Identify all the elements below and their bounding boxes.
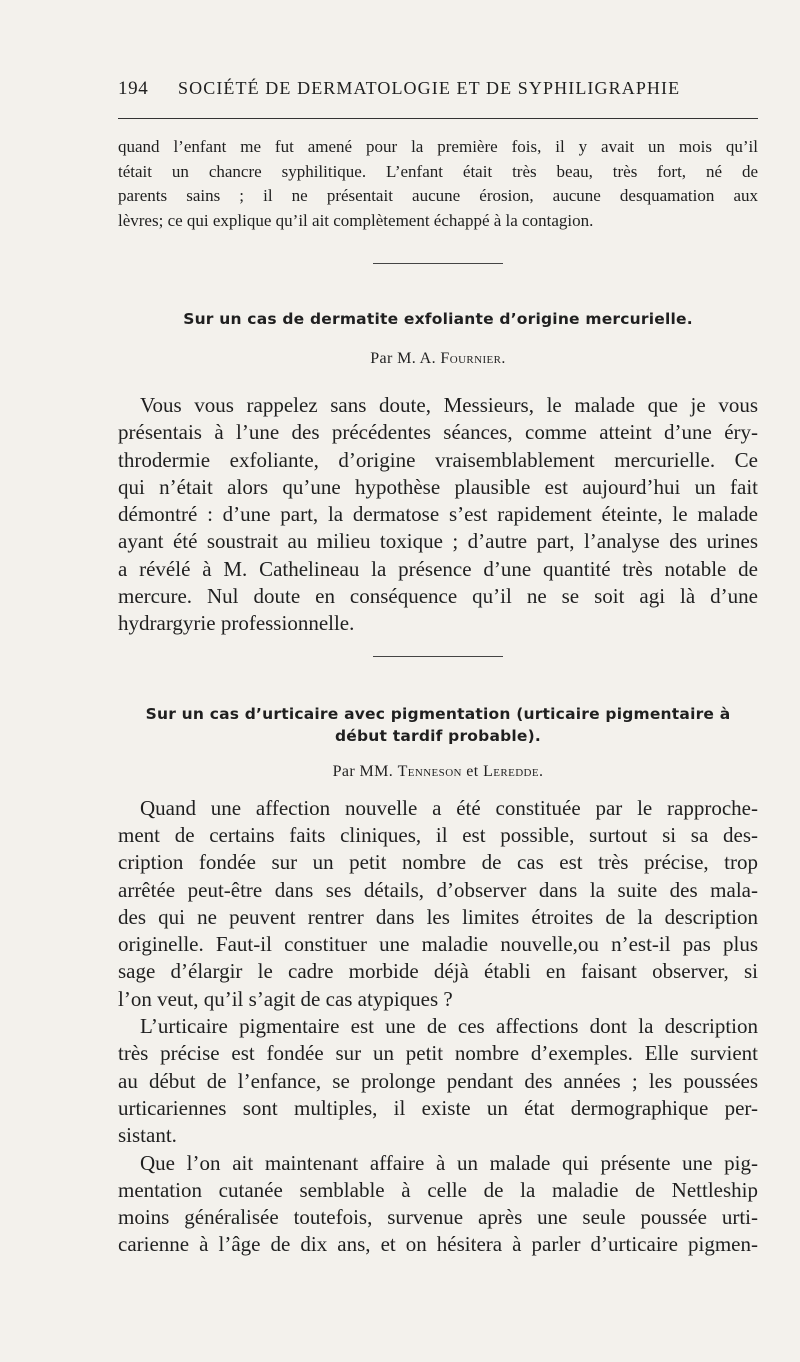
text-line: démontré : d’une part, la dermatose s’est rapidement éteinte, le malade (118, 502, 758, 527)
text-line: présentais à l’une des précédentes séances, comme atteint d’une éry- (118, 420, 758, 445)
text-line: ayant été soustrait au milieu toxique ; d’autre part, l’analyse des urines (118, 529, 758, 554)
byline-author: Fournier. (440, 350, 506, 367)
section-divider (373, 656, 503, 657)
text-line: très précise est fondée sur un petit nombre d’exemples. Elle survient (118, 1041, 758, 1066)
text-line: moins généralisée toutefois, survenue après une seule poussée urti- (118, 1205, 758, 1230)
text-line: hydrargyrie professionnelle. (118, 611, 355, 636)
byline-prefix: Par MM. (332, 762, 394, 780)
title-line: début tardif probable). (334, 726, 542, 745)
text-line: parents sains ; il ne présentait aucune érosion, aucune desquamation aux (118, 186, 758, 205)
document-page (118, 78, 758, 1259)
text-line: a révélé à M. Cathelineau la présence d’une quantité très notable de (118, 556, 758, 581)
article1-byline (118, 350, 758, 368)
text-line: au début de l’enfance, se prolonge pendant des années ; les poussées (118, 1068, 758, 1093)
article2-paragraph-2 (118, 1013, 758, 1149)
text-line: carienne à l’âge de dix ans, et on hésitera à parler d’urticaire pigmen- (118, 1232, 758, 1257)
article1-paragraph (118, 392, 758, 638)
text-line: L’urticaire pigmentaire est une de ces affections dont la description (140, 1014, 758, 1039)
text-line: Que l’on ait maintenant affaire à un malade qui présente une pig- (140, 1150, 758, 1175)
article2-byline (118, 763, 758, 781)
byline-prefix: Par M. A. (370, 350, 437, 367)
running-title: SOCIÉTÉ DE DERMATOLOGIE ET DE SYPHILIGRAPHIE (178, 78, 681, 98)
text-line: mentation cutanée semblable à celle de la maladie de Nettleship (118, 1177, 758, 1202)
text-line: quand l’enfant me fut amené pour la première fois, il y avait un mois qu’il (118, 137, 758, 156)
text-line: qui n’était alors qu’une hypothèse plausible est aujourd’hui un fait (118, 474, 758, 499)
section-divider (373, 263, 503, 264)
page-header (118, 78, 758, 110)
byline-author: Leredde. (483, 762, 544, 780)
intro-paragraph (118, 135, 758, 233)
text-line: lèvres; ce qui explique qu’il ait complètement échappé à la contagion. (118, 210, 594, 230)
page-number: 194 (118, 78, 149, 99)
text-line: originelle. Faut-il constituer une maladie nouvelle,ou n’est-il pas plus (118, 932, 758, 957)
text-line: cription fondée sur un petit nombre de cas est très précise, trop (118, 850, 758, 875)
text-line: tétait un chancre syphilitique. L’enfant était très beau, très fort, né de (118, 161, 758, 181)
text-line: urticariennes sont multiples, il existe un état dermographique per- (118, 1095, 758, 1120)
text-line: l’on veut, qu’il s’agit de cas atypiques ? (118, 986, 453, 1011)
text-line: ment de certains faits cliniques, il est possible, surtout si sa des- (118, 822, 758, 847)
text-line: Quand une affection nouvelle a été constituée par le rapproche- (140, 795, 758, 820)
text-line: throdermie exfoliante, d’origine vraisemblablement mercurielle. Ce (118, 447, 758, 472)
text-line: arrêtée peut-être dans ses détails, d’observer dans la suite des mala- (118, 877, 758, 902)
article2-paragraph-3 (118, 1150, 758, 1259)
title-line: Sur un cas d’urticaire avec pigmentation (urticaire pigmentaire à (145, 704, 731, 723)
text-line: sistant. (118, 1123, 177, 1148)
text-line: des qui ne peuvent rentrer dans les limites étroites de la description (118, 904, 758, 929)
text-line: mercure. Nul doute en conséquence qu’il ne se soit agi là d’une (118, 584, 758, 609)
text-line: sage d’élargir le cadre morbide déjà établi en faisant observer, si (118, 959, 758, 984)
header-rule (118, 118, 758, 119)
article2-paragraph-1 (118, 795, 758, 1013)
byline-author: Tenneson (397, 762, 462, 780)
text-line: Vous vous rappelez sans doute, Messieurs, le malade que je vous (140, 393, 758, 417)
article2-title (118, 703, 758, 747)
article1-title: Sur un cas de dermatite exfoliante d’origine mercurielle. (183, 310, 693, 328)
byline-conjunction: et (466, 762, 479, 780)
